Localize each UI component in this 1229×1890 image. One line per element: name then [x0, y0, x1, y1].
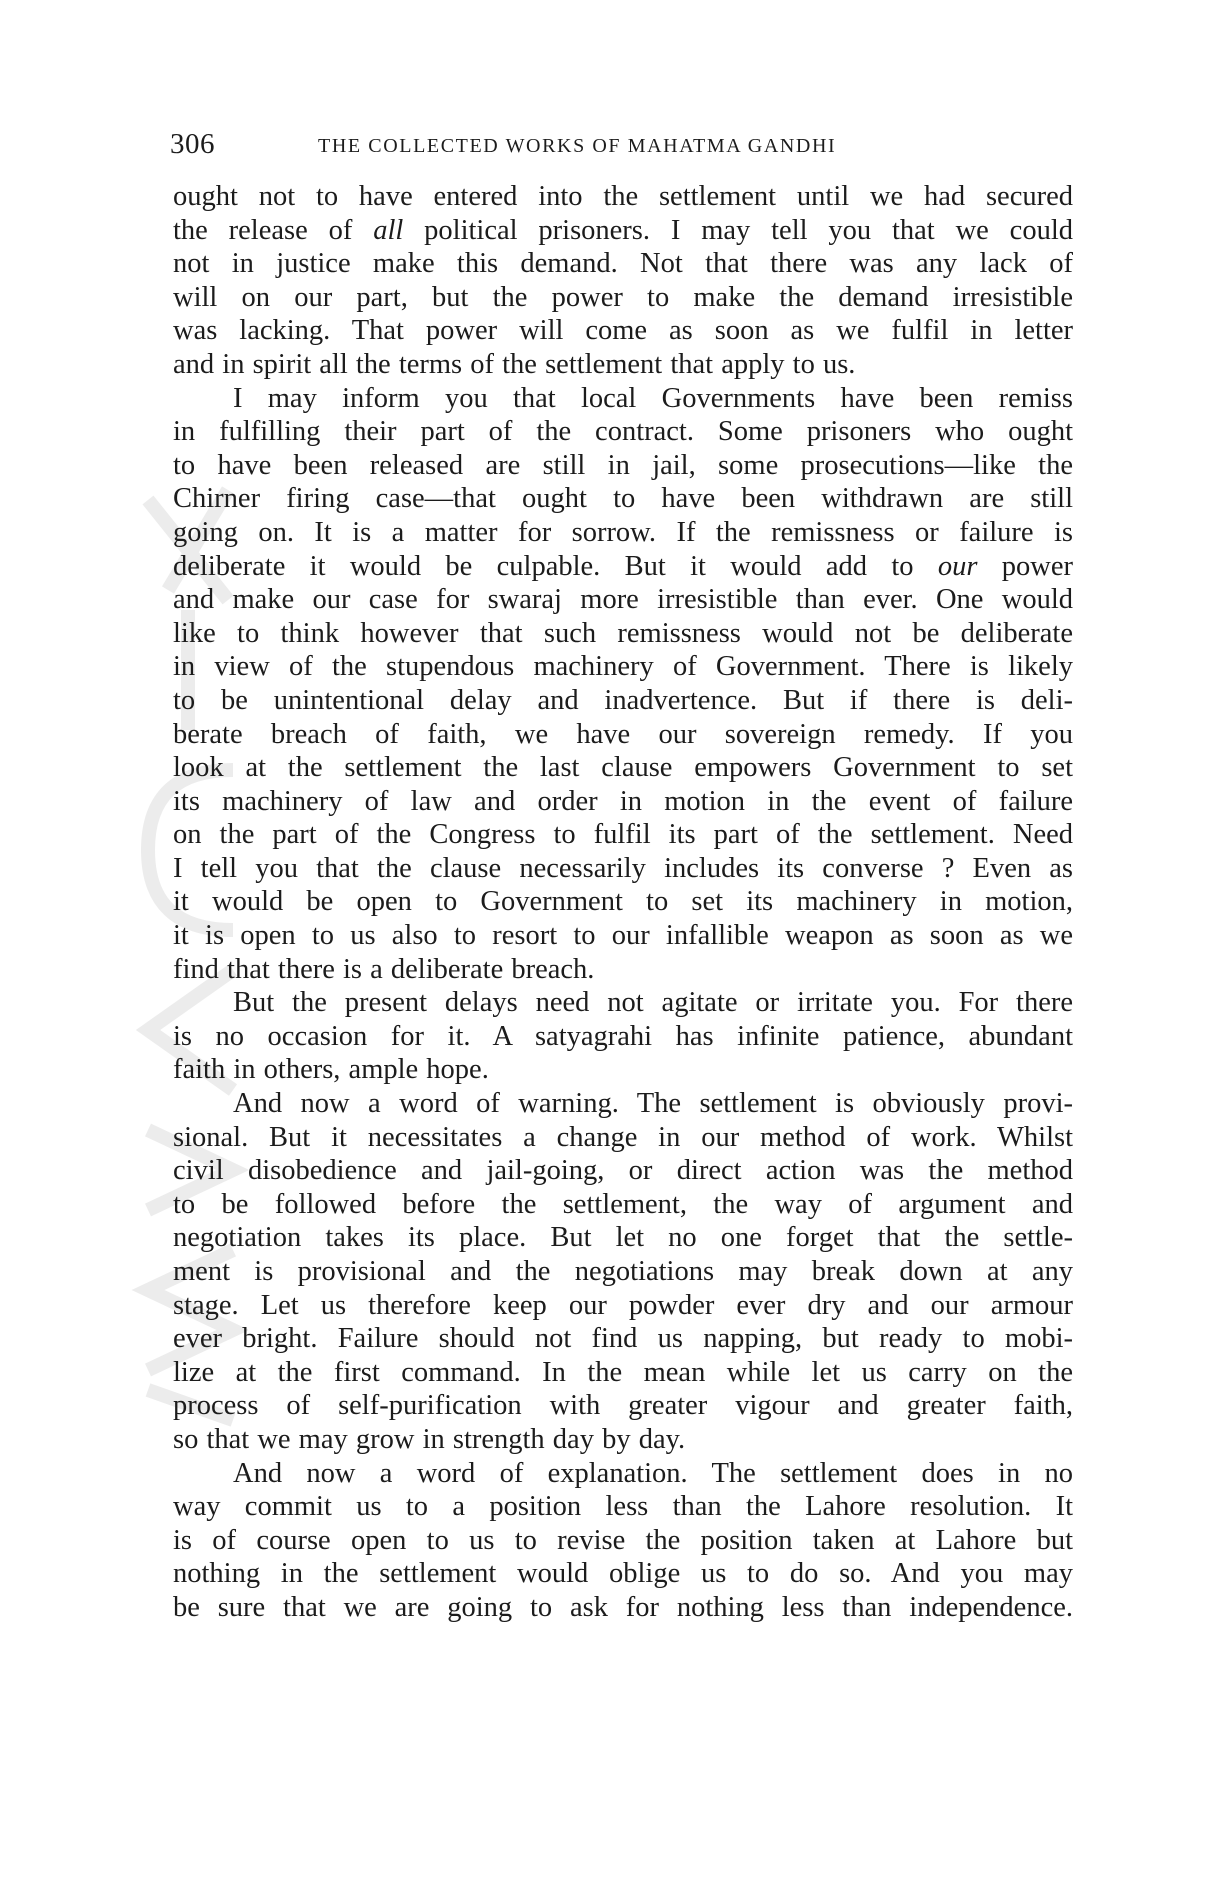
- text-line: stage. Let us therefore keep our powder ever dry and our armour: [173, 1289, 1073, 1321]
- text-line: like to think however that such remissness would not be deliberate: [173, 617, 1073, 649]
- text-line: lize at the first command. In the mean while let us carry on the: [173, 1356, 1073, 1388]
- text-line: it is open to us also to resort to our infallible weapon as soon as we: [173, 920, 1073, 952]
- text-line: ever bright. Failure should not find us napping, but ready to mobi-: [173, 1323, 1073, 1355]
- text-line: to be unintentional delay and inadvertence. But if there is deli-: [173, 684, 1073, 716]
- text-line: way commit us to a position less than the Lahore resolution. It: [173, 1491, 1073, 1523]
- text-line: and make our case for swaraj more irresistible than ever. One would: [173, 584, 1073, 616]
- text-line: But the present delays need not agitate or irritate you. For there: [233, 987, 1073, 1019]
- text-line: on the part of the Congress to fulfil its part of the settlement. Need: [173, 819, 1073, 851]
- text-line: ment is provisional and the negotiations may break down at any: [173, 1256, 1073, 1287]
- text-line: civil disobedience and jail-going, or direct action was the method: [173, 1155, 1073, 1187]
- text-line: And now a word of warning. The settlement is obviously provi-: [233, 1088, 1073, 1120]
- text-line: is of course open to us to revise the position taken at Lahore but: [173, 1524, 1073, 1556]
- emphasis-our: our: [937, 550, 978, 582]
- page-header: [170, 128, 1090, 168]
- text-line: find that there is a deliberate breach.: [173, 953, 595, 985]
- text-line: going on. It is a matter for sorrow. If the remissness or failure is: [173, 516, 1073, 548]
- text-line: nothing in the settlement would oblige us to do so. And you may: [173, 1558, 1073, 1590]
- text-line: process of self-purification with greater vigour and greater faith,: [173, 1390, 1073, 1422]
- text-line: And now a word of explanation. The settlement does in no: [233, 1457, 1073, 1489]
- text-line: sional. But it necessitates a change in our method of work. Whilst: [173, 1121, 1073, 1153]
- text-line: in view of the stupendous machinery of Government. There is likely: [173, 651, 1073, 683]
- text-line: was lacking. That power will come as soon as we fulfil in letter: [173, 315, 1073, 347]
- text-line: not in justice make this demand. Not that there was any lack of: [173, 248, 1073, 280]
- running-head: THE COLLECTED WORKS OF MAHATMA GANDHI: [318, 135, 837, 157]
- text-line: berate breach of faith, we have our sovereign remedy. If you: [173, 718, 1073, 750]
- text-line: I tell you that the clause necessarily includes its converse ? Even as: [173, 852, 1073, 884]
- text-line-emphasis-our: deliberate it would be culpable. But it would add to our power: [173, 550, 1073, 582]
- paragraph-2: [173, 382, 1073, 987]
- text-line: to be followed before the settlement, the way of argument and: [173, 1188, 1073, 1220]
- text-line: will on our part, but the power to make the demand irresistible: [173, 281, 1073, 313]
- paragraph-3: [173, 986, 1073, 1087]
- text-line: to have been released are still in jail, some prosecutions—like the: [173, 449, 1073, 481]
- text-line: look at the settlement the last clause empowers Government to set: [173, 752, 1073, 784]
- text-line: negotiation takes its place. But let no one forget that the settle-: [173, 1222, 1073, 1254]
- text-line: and in spirit all the terms of the settlement that apply to us.: [173, 348, 856, 380]
- text-line: ought not to have entered into the settlement until we had secured: [173, 181, 1073, 212]
- text-line: it would be open to Government to set its machinery in motion,: [173, 886, 1073, 918]
- text-line: I may inform you that local Governments have been remiss: [233, 382, 1073, 414]
- text-line: faith in others, ample hope.: [173, 1054, 489, 1086]
- emphasis-all: all: [373, 214, 404, 246]
- text-line: is no occasion for it. A satyagrahi has infinite patience, abundant: [173, 1020, 1073, 1052]
- text-line: Chirner firing case—that ought to have been withdrawn are still: [173, 483, 1073, 515]
- paragraph-5: [173, 1457, 1073, 1625]
- paragraph-1: [173, 180, 1073, 382]
- text-line: so that we may grow in strength day by day.: [173, 1423, 686, 1455]
- paragraph-4: [173, 1087, 1073, 1457]
- page-body: [173, 180, 1073, 1625]
- text-line: in fulfilling their part of the contract. Some prisoners who ought: [173, 416, 1073, 448]
- page-number: 306: [170, 128, 215, 160]
- text-line: its machinery of law and order in motion in the event of failure: [173, 785, 1073, 817]
- text-line-emphasis-all: the release of all political prisoners. I may tell you that we could: [173, 214, 1073, 246]
- text-line: be sure that we are going to ask for nothing less than independence.: [173, 1591, 1073, 1623]
